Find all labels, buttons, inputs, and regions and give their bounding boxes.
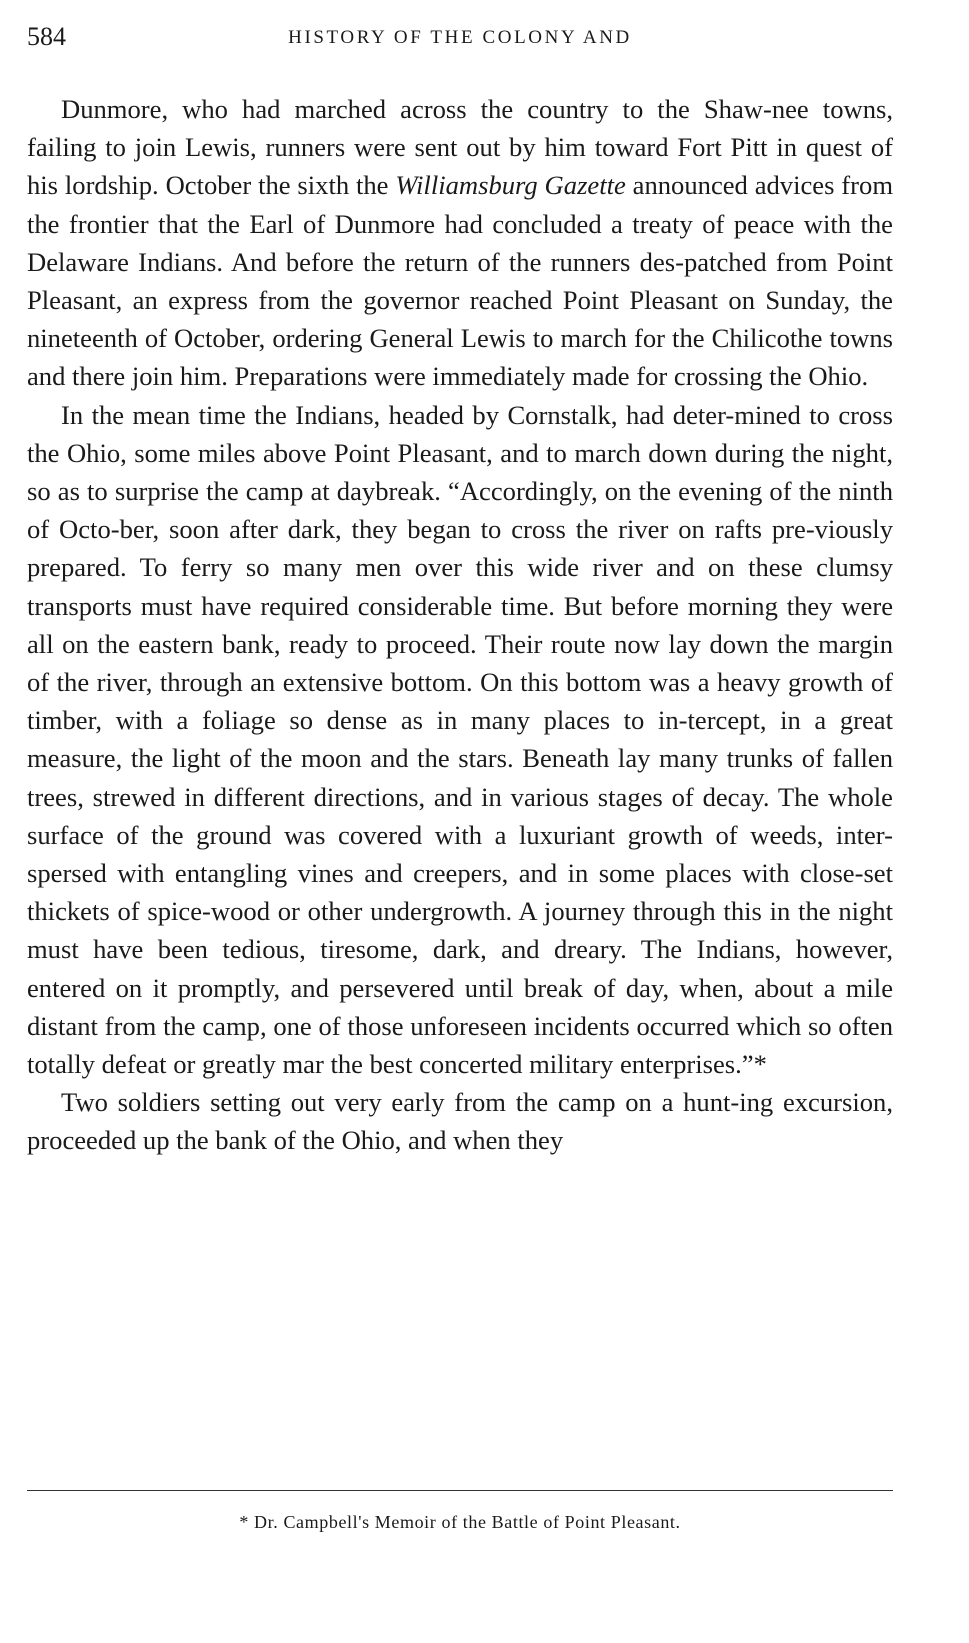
paragraph-1-part-b: announced advices from the frontier that the Earl of Dunmore had concluded a treaty of peace with the Delaware Indians. And before the return of the runners des-patched from Point Pleasant, an express from the governor reached Point Pleasant on Sunday, the nineteenth of October, ordering General Lewis to march for the Chilicothe towns and there join him. Preparations were immediately made for crossing the Ohio. <box>27 170 893 392</box>
book-page <box>27 18 893 1160</box>
paragraph-3: Two soldiers setting out very early from the camp on a hunt-ing excursion, proceeded up the bank of the Ohio, and when they <box>27 1087 893 1156</box>
paragraph-1-part-a: Dunmore, who had marched across the country to the Shaw-nee towns, failing to join Lewis, runners were sent out by him toward Fort Pitt in quest of his lordship. October the sixth the <box>27 94 893 201</box>
paragraph-1 <box>27 90 893 396</box>
newspaper-title: Williamsburg Gazette <box>395 170 626 201</box>
body-text <box>27 90 893 1160</box>
running-head: HISTORY OF THE COLONY AND <box>288 27 632 48</box>
footnote-divider <box>27 1490 893 1491</box>
footnote: * Dr. Campbell's Memoir of the Battle of Point Pleasant. <box>239 1512 681 1532</box>
page-header <box>27 18 893 58</box>
page-number: 584 <box>27 22 66 51</box>
paragraph-2: In the mean time the Indians, headed by Cornstalk, had deter-mined to cross the Ohio, some miles above Point Pleasant, and to march down during the night, so as to surprise the camp at daybreak. “Accordingly, on the evening of the ninth of Octo-ber, soon after dark, they began to cross the river on rafts pre-viously prepared. To ferry so many men over this wide river and on these clumsy transports must have required considerable time. But before morning they were all on the eastern bank, ready to proceed. Their route now lay down the margin of the river, through an extensive bottom. On this bottom was a heavy growth of timber, with a foliage so dense as in many places to in-tercept, in a great measure, the light of the moon and the stars. Beneath lay many trunks of fallen trees, strewed in different directions, and in various stages of decay. The whole surface of the ground was covered with a luxuriant growth of weeds, inter-spersed with entangling vines and creepers, and in some places with close-set thickets of spice-wood or other undergrowth. A journey through this in the night must have been tedious, tiresome, dark, and dreary. The Indians, however, entered on it promptly, and persevered until break of day, when, about a mile distant from the camp, one of those unforeseen incidents occurred which so often totally defeat or greatly mar the best concerted military enterprises.”* <box>27 399 893 1080</box>
